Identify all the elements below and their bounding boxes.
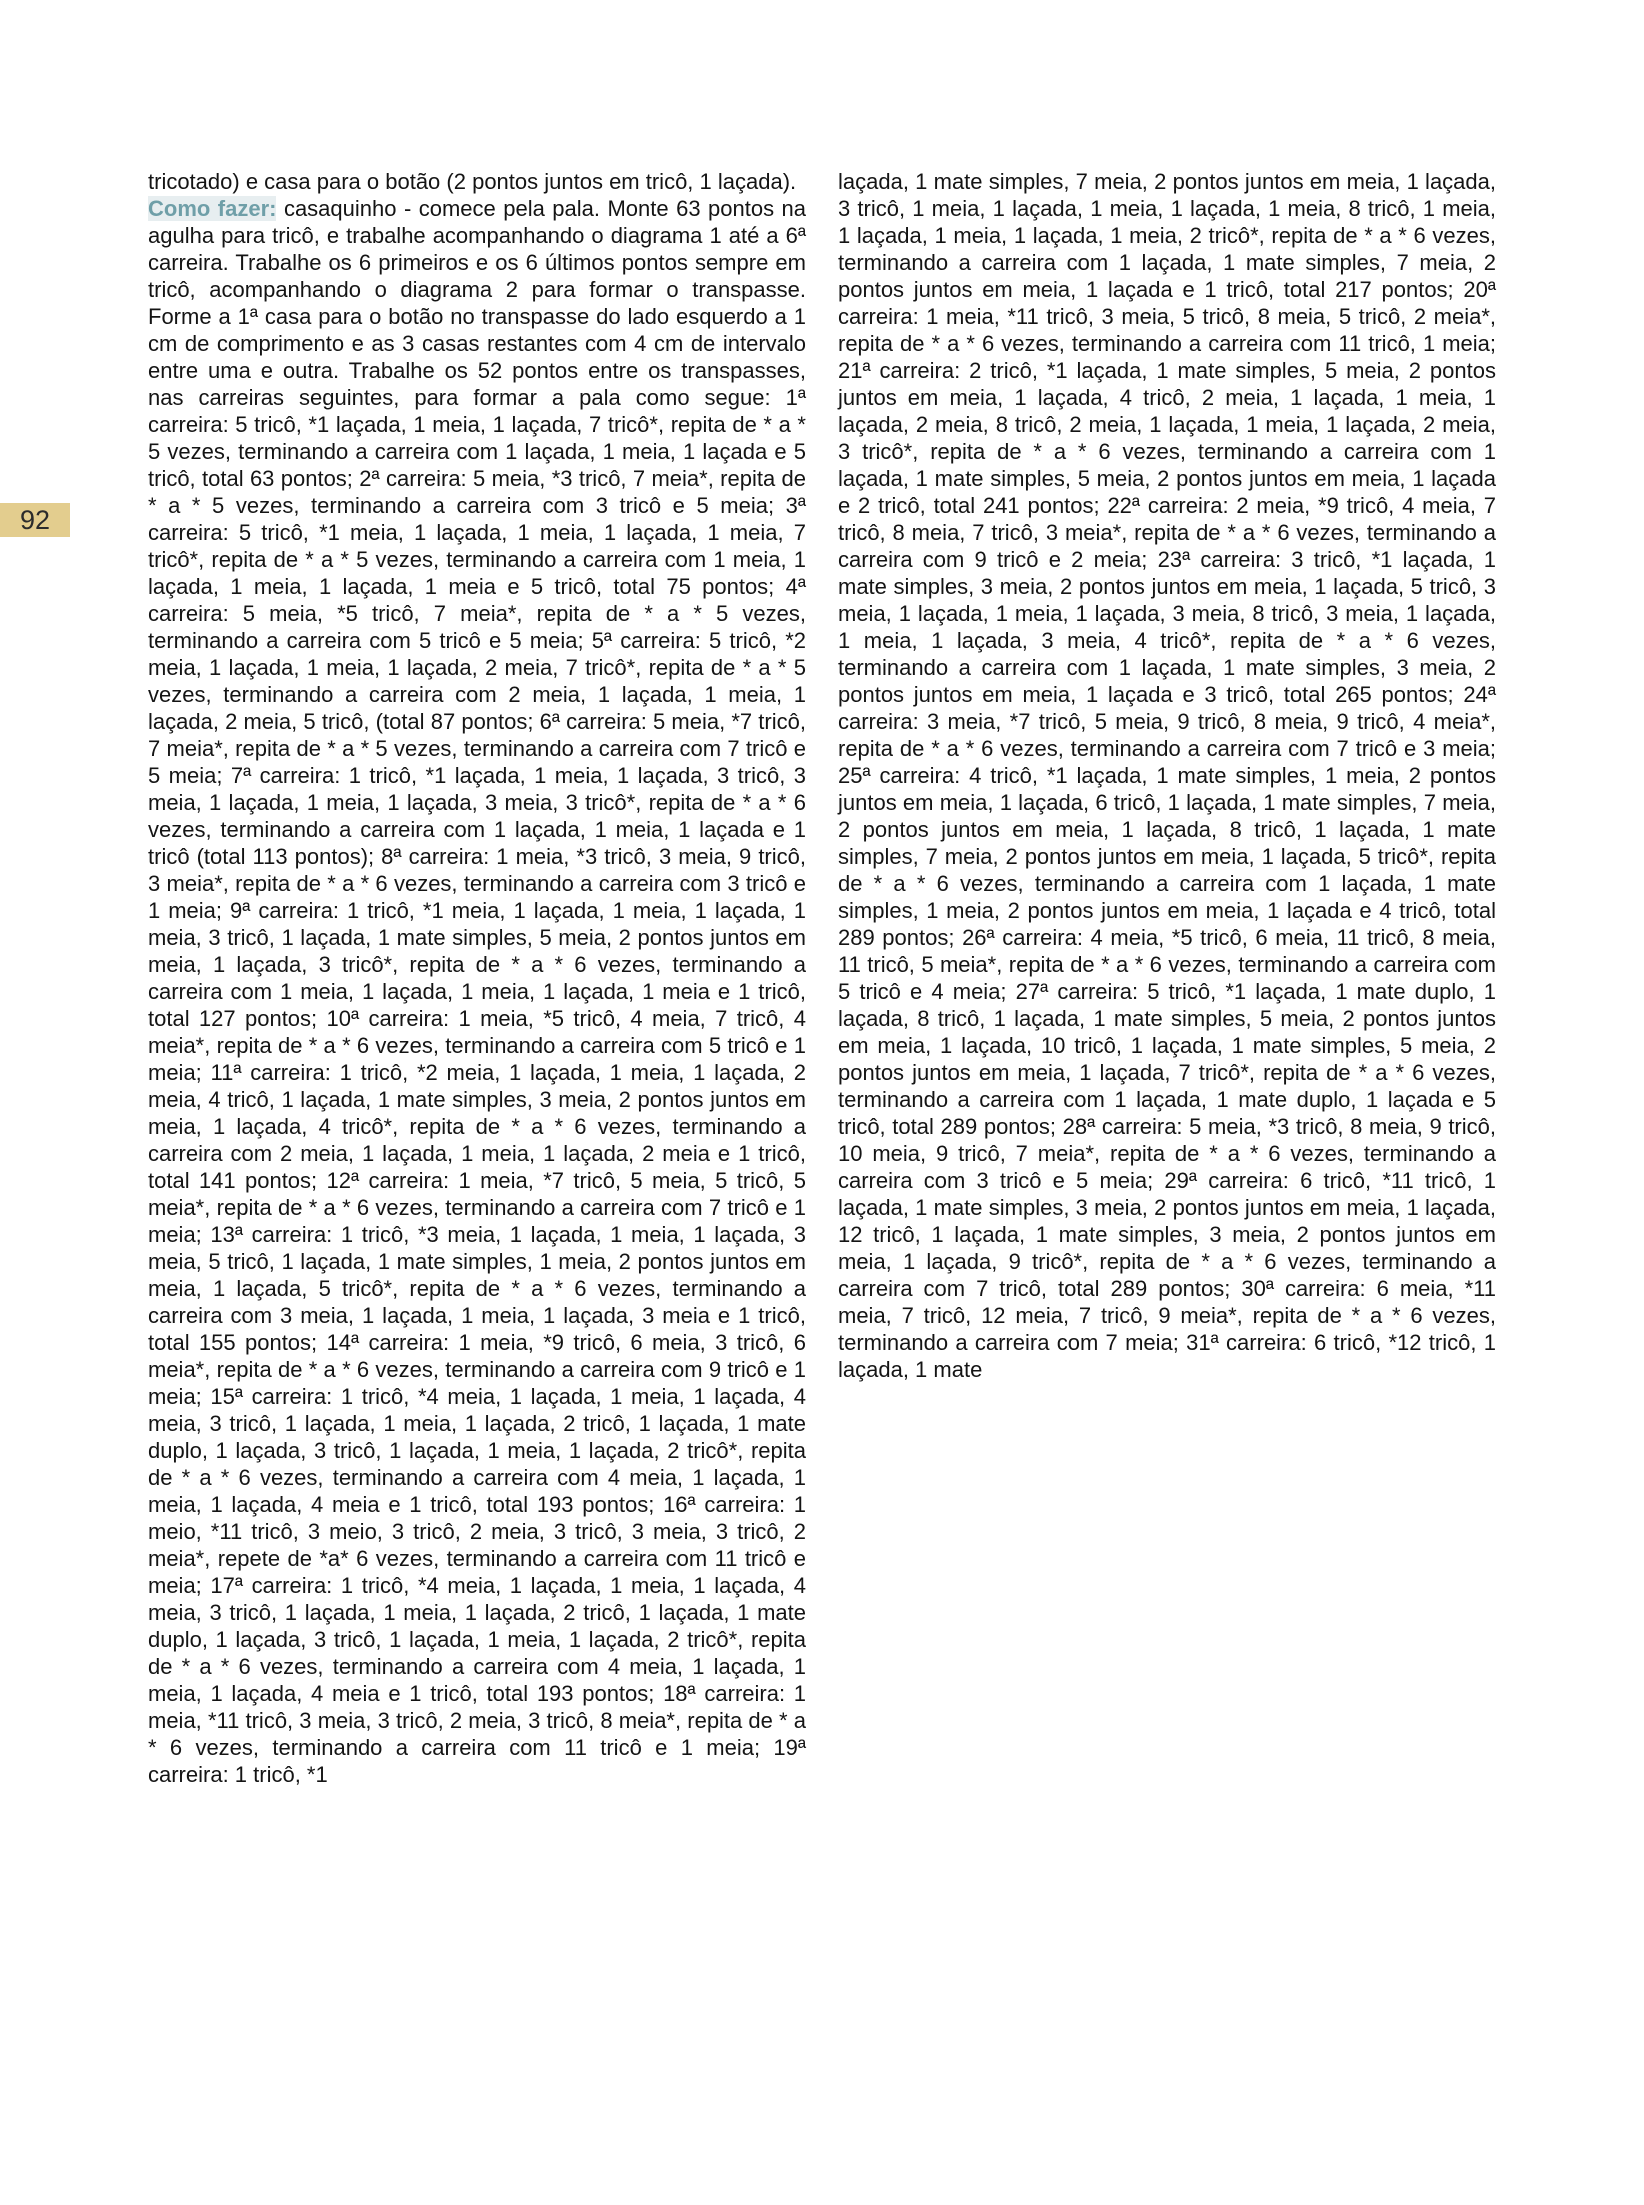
page-number: 92: [19, 504, 51, 535]
instructions-paragraph-left: [148, 195, 806, 1788]
como-fazer-label: Como fazer:: [148, 196, 277, 221]
left-column: [148, 168, 806, 1788]
intro-paragraph: tricotado) e casa para o botão (2 pontos juntos em tricô, 1 laçada).: [148, 169, 797, 194]
right-column: [838, 168, 1496, 1383]
page-number-tab: [0, 503, 70, 537]
instructions-left-text: casaquinho - comece pela pala. Monte 63 pontos na agulha para tricô, e trabalhe acompanhando o diagrama 1 até a 6ª carreira. Trabalhe os 6 primeiros e os 6 últimos pontos sempre em tricô, acompanhando o diagrama 2 para formar o transpasse. Forme a 1ª casa para o botão no transpasse do lado esquerdo a 1 cm de comprimento e as 3 casas restantes com 4 cm de intervalo entre uma e outra. Trabalhe os 52 pontos entre os transpasses, nas carreiras seguintes, para formar a pala como segue: 1ª carreira: 5 tricô, *1 laçada, 1 meia, 1 laçada, 7 tricô*, repita de * a * 5 vezes, terminando a carreira com 1 laçada, 1 meia, 1 laçada e 5 tricô, total 63 pontos; 2ª carreira: 5 meia, *3 tricô, 7 meia*, repita de * a * 5 vezes, terminando a carreira com 3 tricô e 5 meia; 3ª carreira: 5 tricô, *1 meia, 1 laçada, 1 meia, 1 laçada, 1 meia, 7 tricô*, repita de * a * 5 vezes, terminando a carreira com 1 meia, 1 laçada, 1 meia, 1 laçada, 1 meia e 5 tricô, total 75 pontos; 4ª carreira: 5 meia, *5 tricô, 7 meia*, repita de * a * 5 vezes, terminando a carreira com 5 tricô e 5 meia; 5ª carreira: 5 tricô, *2 meia, 1 laçada, 1 meia, 1 laçada, 2 meia, 7 tricô*, repita de * a * 5 vezes, terminando a carreira com 2 meia, 1 laçada, 1 meia, 1 laçada, 2 meia, 5 tricô, (total 87 pontos; 6ª carreira: 5 meia, *7 tricô, 7 meia*, repita de * a * 5 vezes, terminando a carreira com 7 tricô e 5 meia; 7ª carreira: 1 tricô, *1 laçada, 1 meia, 1 laçada, 3 tricô, 3 meia, 1 laçada, 1 meia, 1 laçada, 3 meia, 3 tricô*, repita de * a * 6 vezes, terminando a carreira com 1 laçada, 1 meia, 1 laçada e 1 tricô (total 113 pontos); 8ª carreira: 1 meia, *3 tricô, 3 meia, 9 tricô, 3 meia*, repita de * a * 6 vezes, terminando a carreira com 3 tricô e 1 meia; 9ª carreira: 1 tricô, *1 meia, 1 laçada, 1 meia, 1 laçada, 1 meia, 3 tricô, 1 laçada, 1 mate simples, 5 meia, 2 pontos juntos em meia, 1 laçada, 3 tricô*, repita de * a * 6 vezes, terminando a carreira com 1 meia, 1 laçada, 1 meia, 1 laçada, 1 meia e 1 tricô, total 127 pontos; 10ª carreira: 1 meia, *5 tricô, 4 meia, 7 tricô, 4 meia*, repita de * a * 6 vezes, terminando a carreira com 5 tricô e 1 meia; 11ª carreira: 1 tricô, *2 meia, 1 laçada, 1 meia, 1 laçada, 2 meia, 4 tricô, 1 laçada, 1 mate simples, 3 meia, 2 pontos juntos em meia, 1 laçada, 4 tricô*, repita de * a * 6 vezes, terminando a carreira com 2 meia, 1 laçada, 1 meia, 1 laçada, 2 meia e 1 tricô, total 141 pontos; 12ª carreira: 1 meia, *7 tricô, 5 meia, 5 tricô, 5 meia*, repita de * a * 6 vezes, terminando a carreira com 7 tricô e 1 meia; 13ª carreira: 1 tricô, *3 meia, 1 laçada, 1 meia, 1 laçada, 3 meia, 5 tricô, 1 laçada, 1 mate simples, 1 meia, 2 pontos juntos em meia, 1 laçada, 5 tricô*, repita de * a * 6 vezes, terminando a carreira com 3 meia, 1 laçada, 1 meia, 1 laçada, 3 meia e 1 tricô, total 155 pontos; 14ª carreira: 1 meia, *9 tricô, 6 meia, 3 tricô, 6 meia*, repita de * a * 6 vezes, terminando a carreira com 9 tricô e 1 meia; 15ª carreira: 1 tricô, *4 meia, 1 laçada, 1 meia, 1 laçada, 4 meia, 3 tricô, 1 laçada, 1 meia, 1 laçada, 2 tricô, 1 laçada, 1 mate duplo, 1 laçada, 3 tricô, 1 laçada, 1 meia, 1 laçada, 2 tricô*, repita de * a * 6 vezes, terminando a carreira com 4 meia, 1 laçada, 1 meia, 1 laçada, 4 meia e 1 tricô, total 193 pontos; 16ª carreira: 1 meio, *11 tricô, 3 meio, 3 tricô, 2 meia, 3 tricô, 3 meia, 3 tricô, 2 meia*, repete de *a* 6 vezes, terminando a carreira com 11 tricô e meia; 17ª carreira: 1 tricô, *4 meia, 1 laçada, 1 meia, 1 laçada, 4 meia, 3 tricô, 1 laçada, 1 meia, 1 laçada, 2 tricô, 1 laçada, 1 mate duplo, 1 laçada, 3 tricô, 1 laçada, 1 meia, 1 laçada, 2 tricô*, repita de * a * 6 vezes, terminando a carreira com 4 meia, 1 laçada, 1 meia, 1 laçada, 4 meia e 1 tricô, total 193 pontos; 18ª carreira: 1 meia, *11 tricô, 3 meia, 3 tricô, 2 meia, 3 tricô, 8 meia*, repita de * a * 6 vezes, terminando a carreira com 11 tricô e 1 meia; 19ª carreira: 1 tricô, *1: [148, 196, 807, 1787]
instructions-paragraph-right: laçada, 1 mate simples, 7 meia, 2 pontos juntos em meia, 1 laçada, 3 tricô, 1 meia, 1 laçada, 1 meia, 1 laçada, 1 meia, 8 tricô, 1 meia, 1 laçada, 1 meia, 1 laçada, 1 meia, 2 tricô*, repita de * a * 6 vezes, terminando a carreira com 1 laçada, 1 mate simples, 7 meia, 2 pontos juntos em meia, 1 laçada e 1 tricô, total 217 pontos; 20ª carreira: 1 meia, *11 tricô, 3 meia, 5 tricô, 8 meia, 5 tricô, 2 meia*, repita de * a * 6 vezes, terminando a carreira com 11 tricô, 1 meia; 21ª carreira: 2 tricô, *1 laçada, 1 mate simples, 5 meia, 2 pontos juntos em meia, 1 laçada, 4 tricô, 2 meia, 1 laçada, 1 meia, 1 laçada, 2 meia, 8 tricô, 2 meia, 1 laçada, 1 meia, 1 laçada, 2 meia, 3 tricô*, repita de * a * 6 vezes, terminando a carreira com 1 laçada, 1 mate simples, 5 meia, 2 pontos juntos em meia, 1 laçada e 2 tricô, total 241 pontos; 22ª carreira: 2 meia, *9 tricô, 4 meia, 7 tricô, 8 meia, 7 tricô, 3 meia*, repita de * a * 6 vezes, terminando a carreira com 9 tricô e 2 meia; 23ª carreira: 3 tricô, *1 laçada, 1 mate simples, 3 meia, 2 pontos juntos em meia, 1 laçada, 5 tricô, 3 meia, 1 laçada, 1 meia, 1 laçada, 3 meia, 8 tricô, 3 meia, 1 laçada, 1 meia, 1 laçada, 3 meia, 4 tricô*, repita de * a * 6 vezes, terminando a carreira com 1 laçada, 1 mate simples, 3 meia, 2 pontos juntos em meia, 1 laçada e 3 tricô, total 265 pontos; 24ª carreira: 3 meia, *7 tricô, 5 meia, 9 tricô, 8 meia, 9 tricô, 4 meia*, repita de * a * 6 vezes, terminando a carreira com 7 tricô e 3 meia; 25ª carreira: 4 tricô, *1 laçada, 1 mate simples, 1 meia, 2 pontos juntos em meia, 1 laçada, 6 tricô, 1 laçada, 1 mate simples, 7 meia, 2 pontos juntos em meia, 1 laçada, 8 tricô, 1 laçada, 1 mate simples, 7 meia, 2 pontos juntos em meia, 1 laçada, 5 tricô*, repita de * a * 6 vezes, terminando a carreira com 1 laçada, 1 mate simples, 1 meia, 2 pontos juntos em meia, 1 laçada e 4 tricô, total 289 pontos; 26ª carreira: 4 meia, *5 tricô, 6 meia, 11 tricô, 8 meia, 11 tricô, 5 meia*, repita de * a * 6 vezes, terminando a carreira com 5 tricô e 4 meia; 27ª carreira: 5 tricô, *1 laçada, 1 mate duplo, 1 laçada, 8 tricô, 1 laçada, 1 mate simples, 5 meia, 2 pontos juntos em meia, 1 laçada, 10 tricô, 1 laçada, 1 mate simples, 5 meia, 2 pontos juntos em meia, 1 laçada, 7 tricô*, repita de * a * 6 vezes, terminando a carreira com 1 laçada, 1 mate duplo, 1 laçada e 5 tricô, total 289 pontos; 28ª carreira: 5 meia, *3 tricô, 8 meia, 9 tricô, 10 meia, 9 tricô, 7 meia*, repita de * a * 6 vezes, terminando a carreira com 3 tricô e 5 meia; 29ª carreira: 6 tricô, *11 tricô, 1 laçada, 1 mate simples, 3 meia, 2 pontos juntos em meia, 1 laçada, 12 tricô, 1 laçada, 1 mate simples, 3 meia, 2 pontos juntos em meia, 1 laçada, 9 tricô*, repita de * a * 6 vezes, terminando a carreira com 7 tricô, total 289 pontos; 30ª carreira: 6 meia, *11 meia, 7 tricô, 12 meia, 7 tricô, 9 meia*, repita de * a * 6 vezes, terminando a carreira com 7 meia; 31ª carreira: 6 tricô, *12 tricô, 1 laçada, 1 mate: [838, 169, 1496, 1382]
